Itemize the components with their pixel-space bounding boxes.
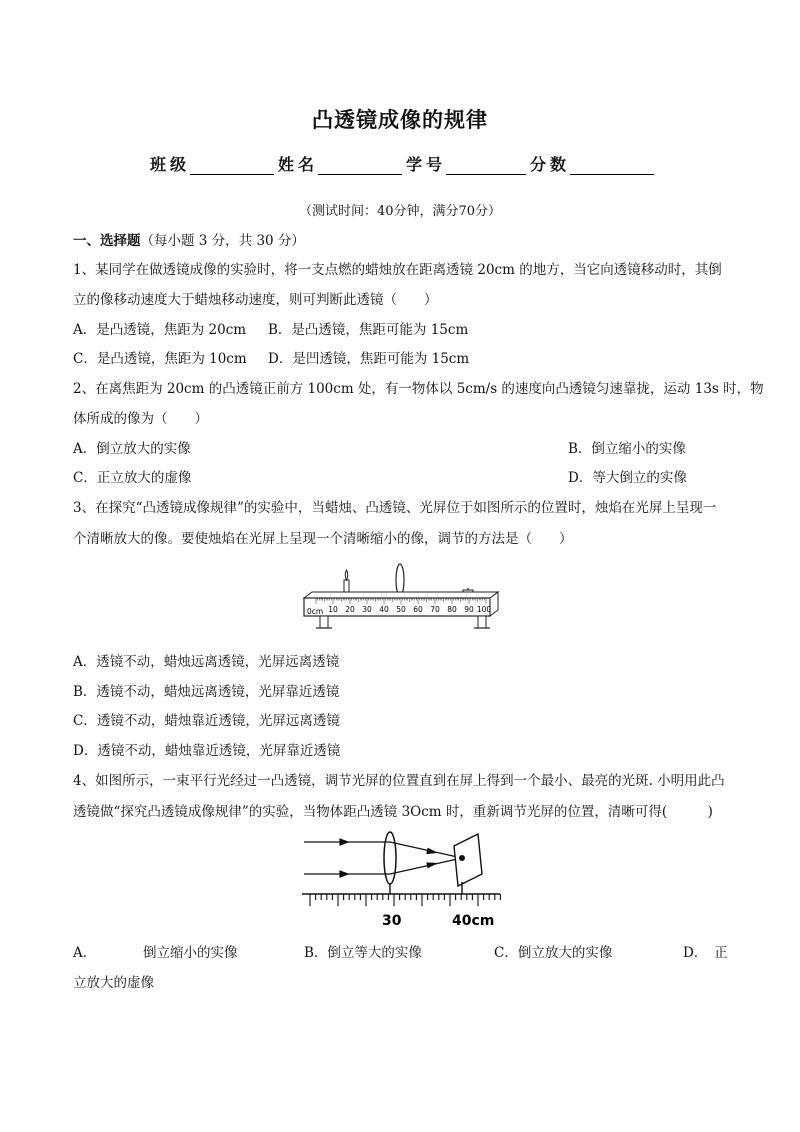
- q1-option-b[interactable]: B．是凸透镜，焦距可能为 15cm: [268, 322, 469, 338]
- bench-tick-label: 90: [464, 605, 474, 614]
- q3-option-c[interactable]: C．透镜不动，蜡烛靠近透镜，光屏远离透镜: [73, 713, 340, 729]
- light-screen-icon: [454, 834, 482, 894]
- q2-stem-line2: 体所成的像为（ ）: [73, 411, 208, 427]
- bench-tick-label: 10: [328, 605, 338, 614]
- q4-option-c[interactable]: C．倒立放大的实像: [494, 945, 613, 961]
- id-label: 学号: [406, 155, 447, 174]
- q4-option-d[interactable]: D． 正: [683, 945, 728, 961]
- section-note: （每小题 3 分，共 30 分）: [140, 233, 305, 249]
- student-info-line: [150, 152, 658, 175]
- q4-option-a-letter[interactable]: A．: [73, 945, 97, 961]
- bench-tick-label: 100: [476, 605, 492, 614]
- test-meta: （测试时间：40分钟，满分70分）: [298, 204, 502, 219]
- section-heading: [73, 229, 305, 249]
- bench-tick-label: 80: [447, 605, 457, 614]
- q3-option-d[interactable]: D．透镜不动，蜡烛靠近透镜，光屏靠近透镜: [73, 743, 341, 759]
- convex-lens-icon: [384, 832, 396, 894]
- q3-option-b[interactable]: B．透镜不动，蜡烛远离透镜，光屏靠近透镜: [73, 684, 340, 700]
- q2-option-a[interactable]: A．倒立放大的实像: [73, 441, 191, 457]
- bench-unit-label: 0cm: [307, 607, 324, 616]
- bench-tick-label: 30: [362, 605, 372, 614]
- bench-tick-label: 70: [430, 605, 440, 614]
- ruler: [302, 894, 500, 906]
- q1-option-a[interactable]: A．是凸透镜，焦距为 20cm: [73, 322, 247, 338]
- q1-option-d[interactable]: D．是凹透镜，焦距可能为 15cm: [268, 351, 470, 367]
- q2-option-c[interactable]: C．正立放大的虚像: [73, 470, 192, 486]
- bench-tick-label: 50: [396, 605, 406, 614]
- q3-option-a[interactable]: A．透镜不动，蜡烛远离透镜，光屏远离透镜: [73, 654, 340, 670]
- parallel-rays: [304, 839, 462, 877]
- class-blank[interactable]: [190, 158, 274, 175]
- q1-option-c[interactable]: C．是凸透镜，焦距为 10cm: [73, 351, 247, 367]
- q3-stem-line2: 个清晰放大的像。要使烛焰在光屏上呈现一个清晰缩小的像，调节的方法是（ ）: [73, 531, 573, 547]
- ruler-ticks: [310, 894, 500, 906]
- name-blank[interactable]: [318, 158, 402, 175]
- bench-tick-label: 20: [345, 605, 355, 614]
- section-title: 一、选择题: [73, 233, 141, 249]
- q4-option-a-text[interactable]: 倒立缩小的实像: [143, 945, 238, 961]
- optical-bench-figure: [300, 558, 500, 636]
- q3-stem-line1: 3、在探究“凸透镜成像规律”的实验中，当蜡烛、凸透镜、光屏位于如图所示的位置时，烛焰在光屏上呈现一: [73, 500, 717, 516]
- q4-stem-line2: 透镜做“探究凸透镜成像规律”的实验，当物体距凸透镜 3Ocm 时，重新调节光屏的位置，清晰可得( ): [73, 804, 713, 820]
- q4-option-b[interactable]: B．倒立等大的实像: [304, 945, 422, 961]
- score-label: 分数: [530, 155, 571, 174]
- ruler-label-40cm: 40cm: [452, 913, 495, 929]
- parallel-light-figure: [302, 830, 502, 930]
- id-blank[interactable]: [446, 158, 526, 175]
- name-label: 姓名: [278, 155, 319, 174]
- q2-option-b[interactable]: B．倒立缩小的实像: [568, 441, 686, 457]
- bench-tick-label: 40: [379, 605, 389, 614]
- bench-tick-label: 60: [413, 605, 423, 614]
- focal-spot-icon: [459, 855, 465, 861]
- page-title: 凸透镜成像的规律: [312, 108, 488, 132]
- score-blank[interactable]: [570, 158, 654, 175]
- ruler-label-30: 30: [382, 913, 402, 929]
- q1-stem-line1: 1、某同学在做透镜成像的实验时，将一支点燃的蜡烛放在距离透镜 20cm 的地方，当它向透镜移动时，其倒: [73, 262, 722, 278]
- q2-stem-line1: 2、在离焦距为 20cm 的凸透镜正前方 100cm 处，有一物体以 5cm/s 的速度向凸透镜匀速靠拢，运动 13s 时，物: [73, 381, 764, 397]
- q2-option-d[interactable]: D．等大倒立的实像: [568, 470, 687, 486]
- q1-stem-line2: 立的像移动速度大于蜡烛移动速度，则可判断此透镜（ ）: [73, 292, 438, 308]
- q4-stem-line1: 4、如图所示，一束平行光经过一凸透镜，调节光屏的位置直到在屏上得到一个最小、最亮的光斑. 小明用此凸: [73, 773, 725, 789]
- q4-option-d-continued: 立放大的虚像: [73, 975, 154, 991]
- class-label: 班级: [150, 155, 191, 174]
